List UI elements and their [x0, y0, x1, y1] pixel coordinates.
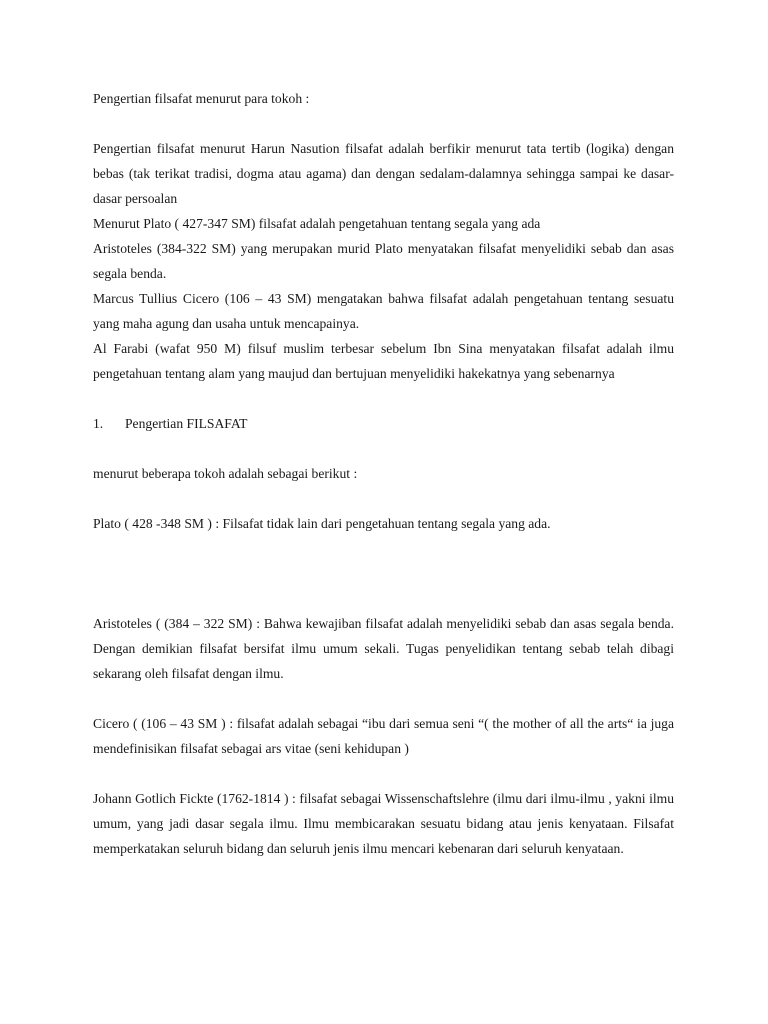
paragraph-al-farabi: Al Farabi (wafat 950 M) filsuf muslim terbesar sebelum Ibn Sina menyatakan filsafat adalah ilmu pengetahuan tentang alam yang maujud dan bertujuan menyelidiki hakekatnya yang sebenarnya	[93, 341, 674, 381]
list-number: 1.	[93, 416, 104, 431]
subheading: menurut beberapa tokoh adalah sebagai berikut :	[93, 466, 358, 481]
blank-line	[93, 486, 674, 511]
paragraph-cicero-intro: Marcus Tullius Cicero (106 – 43 SM) mengatakan bahwa filsafat adalah pengetahuan tentang sesuatu yang maha agung dan usaha untuk mencapainya.	[93, 291, 674, 331]
blank-line	[93, 111, 674, 136]
numbered-heading-text: Pengertian FILSAFAT	[125, 416, 248, 431]
paragraph-plato: Plato ( 428 -348 SM ) : Filsafat tidak lain dari pengetahuan tentang segala yang ada.	[93, 516, 551, 531]
blank-line	[93, 386, 674, 411]
blank-space	[93, 536, 674, 586]
paragraph-aristoteles-intro: Aristoteles (384-322 SM) yang merupakan murid Plato menyatakan filsafat menyelidiki sebab dan asas segala benda.	[93, 241, 674, 281]
document-heading: Pengertian filsafat menurut para tokoh :	[93, 91, 310, 106]
document-page	[93, 86, 674, 861]
paragraph-harun-nasution: Pengertian filsafat menurut Harun Nasution filsafat adalah berfikir menurut tata tertib (logika) dengan bebas (tak terikat tradisi, dogma atau agama) dan dengan sedalam-dalamnya sehingga sampai ke dasar-dasar persoalan	[93, 141, 674, 206]
paragraph-aristoteles: Aristoteles ( (384 – 322 SM) : Bahwa kewajiban filsafat adalah menyelidiki sebab dan asas segala benda. Dengan demikian filsafat bersifat ilmu umum sekali. Tugas penyelidikan tentang sebab telah dibagi sekarang oleh filsafat dengan ilmu.	[93, 616, 674, 681]
numbered-heading	[93, 411, 674, 436]
paragraph-fickte: Johann Gotlich Fickte (1762-1814 ) : filsafat sebagai Wissenschaftslehre (ilmu dari ilmu-ilmu , yakni ilmu umum, yang jadi dasar segala ilmu. Ilmu membicarakan sesuatu bidang atau jenis kenyataan. Filsafat memperkatakan seluruh bidang dan seluruh jenis ilmu mencari kebenaran dari seluruh kenyataan.	[93, 791, 674, 856]
paragraph-plato-intro: Menurut Plato ( 427-347 SM) filsafat adalah pengetahuan tentang segala yang ada	[93, 216, 541, 231]
blank-line	[93, 586, 674, 611]
paragraph-cicero: Cicero ( (106 – 43 SM ) : filsafat adalah sebagai “ibu dari semua seni “( the mother of all the arts“ ia juga mendefinisikan filsafat sebagai ars vitae (seni kehidupan )	[93, 716, 674, 756]
blank-line	[93, 686, 674, 711]
blank-line	[93, 761, 674, 786]
blank-line	[93, 436, 674, 461]
